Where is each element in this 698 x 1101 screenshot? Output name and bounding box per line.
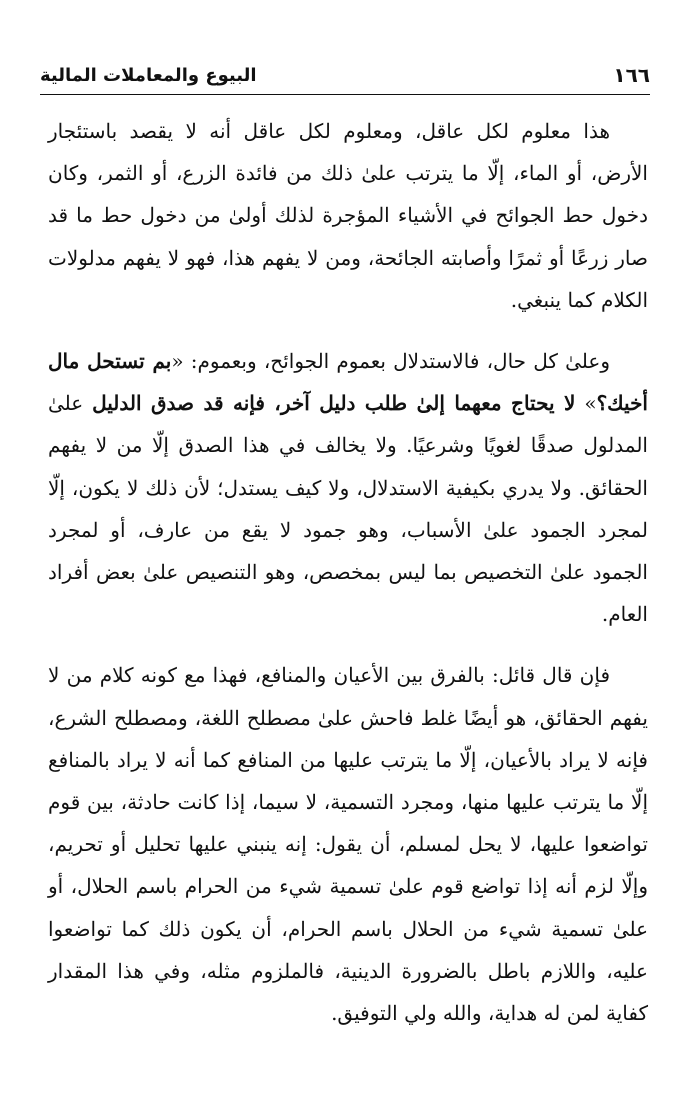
paragraph-2-text-a: وعلىٰ كل حال، فالاستدلال بعموم الجوائح، وبعموم: « <box>171 349 610 374</box>
paragraph-2-text-c: علىٰ المدلول صدقًا لغويًا وشرعيًا. ولا يخالف في هذا الصدق إلّا من لا يفهم الحقائق. ولا يدري بكيفية الاستدلال، ولا كيف يستدل؛ لأن ذلك لا يكون، إلّا لمجرد الجمود علىٰ الأسباب، وهو جمود لا يقع من عارف، أو لمجرد الجمود علىٰ التخصيص بما ليس بمخصص، وهو التنصيص علىٰ بعض أفراد العام. <box>48 391 648 627</box>
running-title: البيوع والمعاملات المالية <box>40 64 257 86</box>
page-number: ١٦٦ <box>613 63 650 87</box>
paragraph-3 <box>48 654 648 1034</box>
paragraph-3-text: فإن قال قائل: بالفرق بين الأعيان والمنافع، فهذا مع كونه كلام من لا يفهم الحقائق، هو أيضًا غلط فاحش علىٰ مصطلح اللغة، ومصطلح الشرع، فإنه لا يراد بالأعيان، إلّا ما يترتب عليها من المنافع كما أنه لا يراد بالمنافع إلّا ما يترتب عليها منها، ومجرد التسمية، لا سيما، إذا كانت حادثة، بين قوم تواضعوا عليها، لا يحل لمسلم، أن يقول: إنه ينبني عليها تحليل أو تحريم، وإلّا لزم أنه إذا تواضع قوم علىٰ تسمية شيء من الحرام باسم الحلال، أو علىٰ تسمية شيء من الحلال باسم الحرام، أن يكون ذلك كما تواضعوا عليه، واللازم باطل بالضرورة الدينية، فالملزوم مثله، وفي هذا المقدار كفاية لمن له هداية، والله ولي التوفيق. <box>48 663 649 1026</box>
header-divider <box>40 94 650 95</box>
hadith-quote: بم تستحل مال أخيك؟ <box>48 349 648 416</box>
running-header <box>40 60 650 90</box>
paragraph-1 <box>48 110 648 321</box>
paragraph-2-text-b: » <box>575 391 597 416</box>
paragraph-2 <box>48 340 648 635</box>
main-text <box>48 110 648 1034</box>
paragraph-1-text: هذا معلوم لكل عاقل، ومعلوم لكل عاقل أنه لا يقصد باستئجار الأرض، أو الماء، إلّا ما يترتب علىٰ ذلك من فائدة الزرع، أو الثمر، وكان دخول حط الجوائح في الأشياء المؤجرة لذلك أولىٰ من دخول حط ما قد صار زرعًا أو ثمرًا وأصابته الجائحة، ومن لا يفهم هذا، فهو لا يفهم مدلولات الكلام كما ينبغي. <box>48 119 648 312</box>
emphasized-statement: لا يحتاج معهما إلىٰ طلب دليل آخر، فإنه قد صدق الدليل <box>92 391 576 416</box>
